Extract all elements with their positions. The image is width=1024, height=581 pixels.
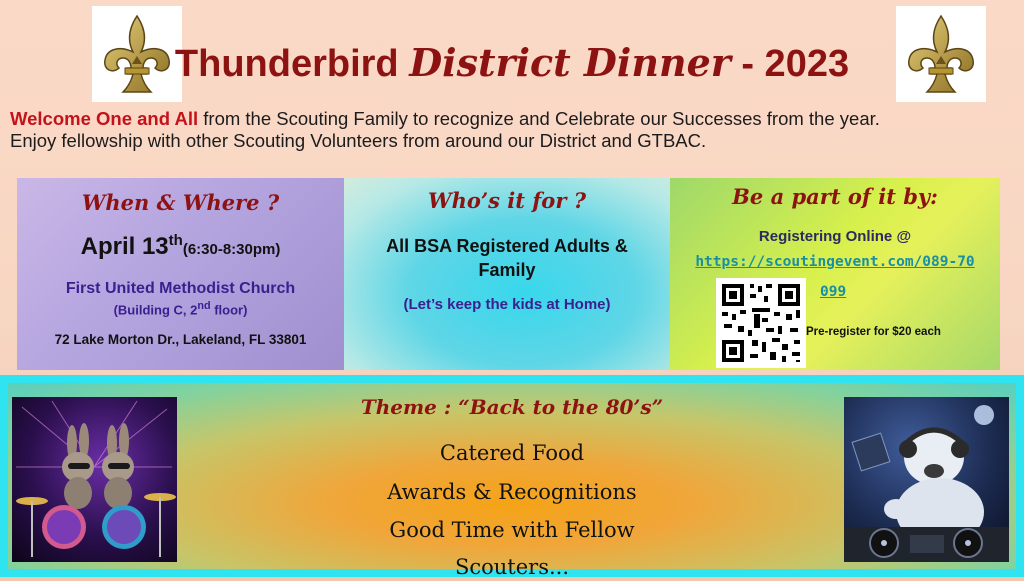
building-prefix: (Building C, 2 <box>113 302 198 318</box>
registration-link-cont[interactable]: 099 <box>820 284 847 300</box>
audience-note: (Let’s keep the kids at Home) <box>403 296 611 313</box>
date-suffix: th <box>168 232 183 249</box>
title-part-2: District Dinner <box>409 40 731 85</box>
date-main: April 13 <box>80 233 169 260</box>
venue-building <box>17 300 344 317</box>
welcome-highlight: Welcome One and All <box>10 108 199 129</box>
registering-label: Registering Online @ <box>758 228 912 245</box>
participate-heading: Be a part of it by: <box>732 184 938 209</box>
building-sup: nd <box>197 300 211 312</box>
theme-item-4: Scouters... <box>454 555 570 579</box>
title-part-3: - 2023 <box>741 43 850 85</box>
theme-heading: Theme : “Back to the 80’s” <box>360 395 664 419</box>
prereg-price: Pre-register for $20 each <box>806 326 941 338</box>
theme-item-3: Good Time with Fellow <box>389 518 635 542</box>
intro-text <box>10 108 1015 152</box>
qr-code-icon[interactable] <box>716 278 806 368</box>
theme-item-2: Awards & Recognitions <box>387 480 637 504</box>
audience-line-2: Family <box>478 260 536 280</box>
venue-address: 72 Lake Morton Dr., Lakeland, FL 33801 <box>54 332 307 347</box>
when-where-heading: When & Where ? <box>81 190 280 215</box>
registration-link[interactable]: https://scoutingevent.com/089-70 <box>695 254 975 270</box>
theme-item-1: Catered Food <box>439 441 585 465</box>
audience-heading: Who’s it for ? <box>427 188 586 213</box>
when-where-panel <box>17 178 344 370</box>
event-date <box>17 232 344 261</box>
intro-line-1: from the Scouting Family to recognize and Celebrate our Successes from the year. <box>203 108 880 129</box>
intro-line-2: Enjoy fellowship with other Scouting Volunteers from around our District and GTBAC. <box>10 130 707 151</box>
venue-name: First United Methodist Church <box>65 280 296 297</box>
page-title <box>0 40 1024 86</box>
theme-banner <box>0 375 1024 577</box>
title-part-1: Thunderbird <box>174 43 399 85</box>
audience-line-1: All BSA Registered Adults & <box>386 236 628 256</box>
event-time: (6:30-8:30pm) <box>182 241 281 258</box>
audience-panel <box>344 178 670 370</box>
building-suffix: floor) <box>210 302 248 318</box>
